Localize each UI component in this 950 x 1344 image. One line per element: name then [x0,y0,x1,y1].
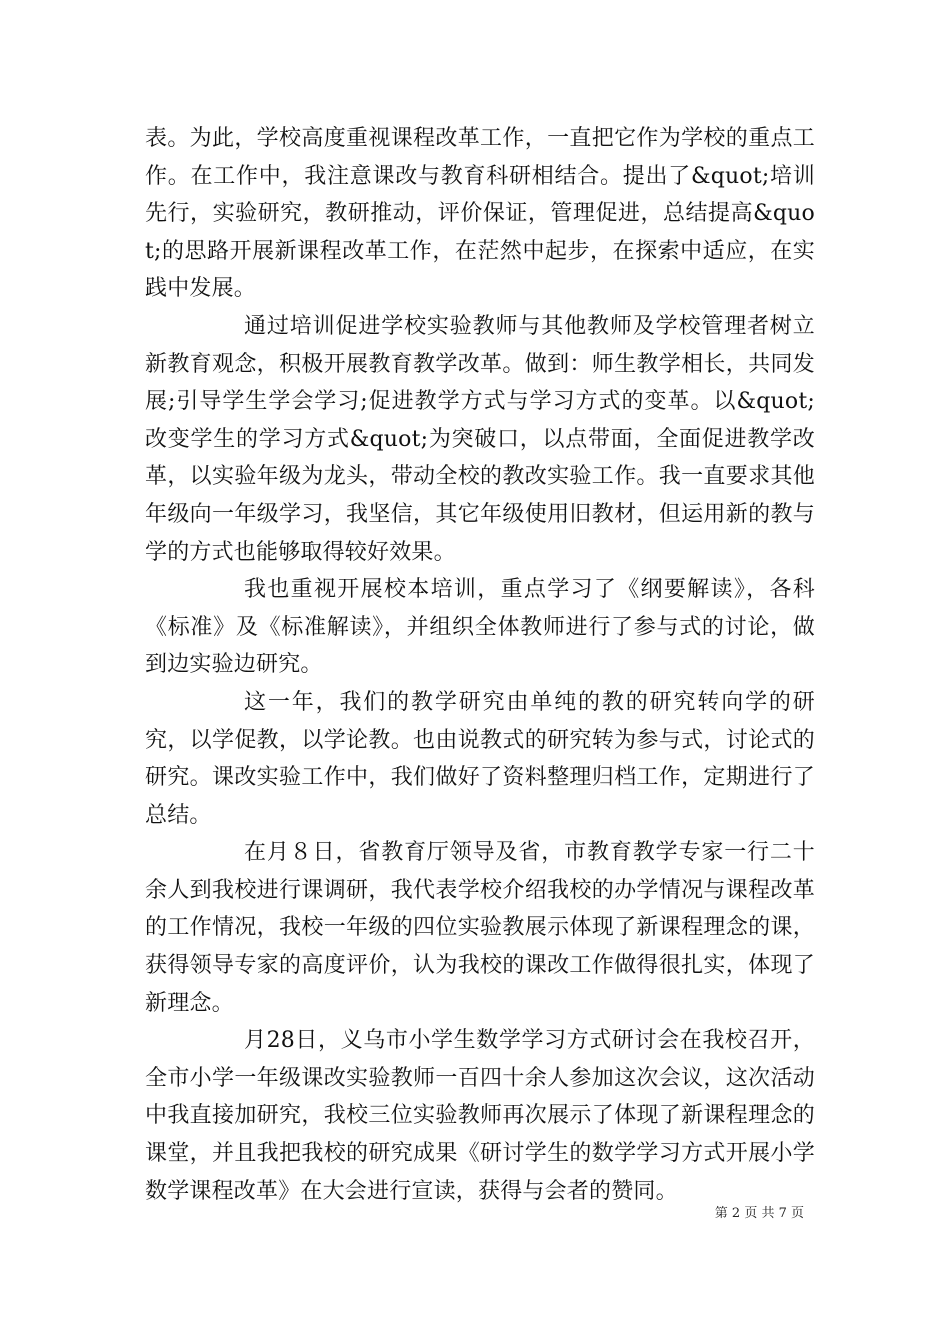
paragraph-6: 月28日，义乌市小学生数学学习方式研讨会在我校召开，全市小学一年级课改实验教师一百四十余人参加这次会议，这次活动中我直接加研究，我校三位实验教师再次展示了体现了新课程理念的课堂，并且我把我校的研究成果《研讨学生的数学学习方式开展小学数学课程改革》在大会进行宣读，获得与会者的赞同。 [145,1028,815,1204]
document-body [145,120,815,1210]
paragraph-5: 在月８日，省教育厅领导及省，市教育教学专家一行二十余人到我校进行课调研，我代表学校介绍我校的办学情况与课程改革的工作情况，我校一年级的四位实验教展示体现了新课程理念的课，获得领导专家的高度评价，认为我校的课改工作做得很扎实，体现了新理念。 [145,840,815,1016]
paragraph-3: 我也重视开展校本培训，重点学习了《纲要解读》，各科《标准》及《标准解读》，并组织全体教师进行了参与式的讨论，做到边实验边研究。 [145,577,815,678]
page-number-footer [715,1206,804,1222]
paragraph-4: 这一年，我们的教学研究由单纯的教的研究转向学的研究，以学促教，以学论教。也由说教式的研究转为参与式，讨论式的研究。课改实验工作中，我们做好了资料整理归档工作，定期进行了总结。 [145,689,815,828]
paragraph-2: 通过培训促进学校实验教师与其他教师及学校管理者树立新教育观念，积极开展教育教学改革。做到：师生教学相长，共同发展;引导学生学会学习;促进教学方式与学习方式的变革。以&quot;改变学生的学习方式&quot;为突破口，以点带面，全面促进教学改革，以实验年级为龙头，带动全校的教改实验工作。我一直要求其他年级向一年级学习，我坚信，其它年级使用旧教材，但运用新的教与学的方式也能够取得较好效果。 [145,313,815,565]
paragraph-1: 表。为此，学校高度重视课程改革工作，一直把它作为学校的重点工作。在工作中，我注意课改与教育科研相结合。提出了&quot;培训先行，实验研究，教研推动，评价保证，管理促进，总结提高&quot;的思路开展新课程改革工作，在茫然中起步，在探索中适应，在实践中发展。 [145,126,815,302]
page-number-label: 第 2 页 共 7 页 [714,1206,804,1221]
